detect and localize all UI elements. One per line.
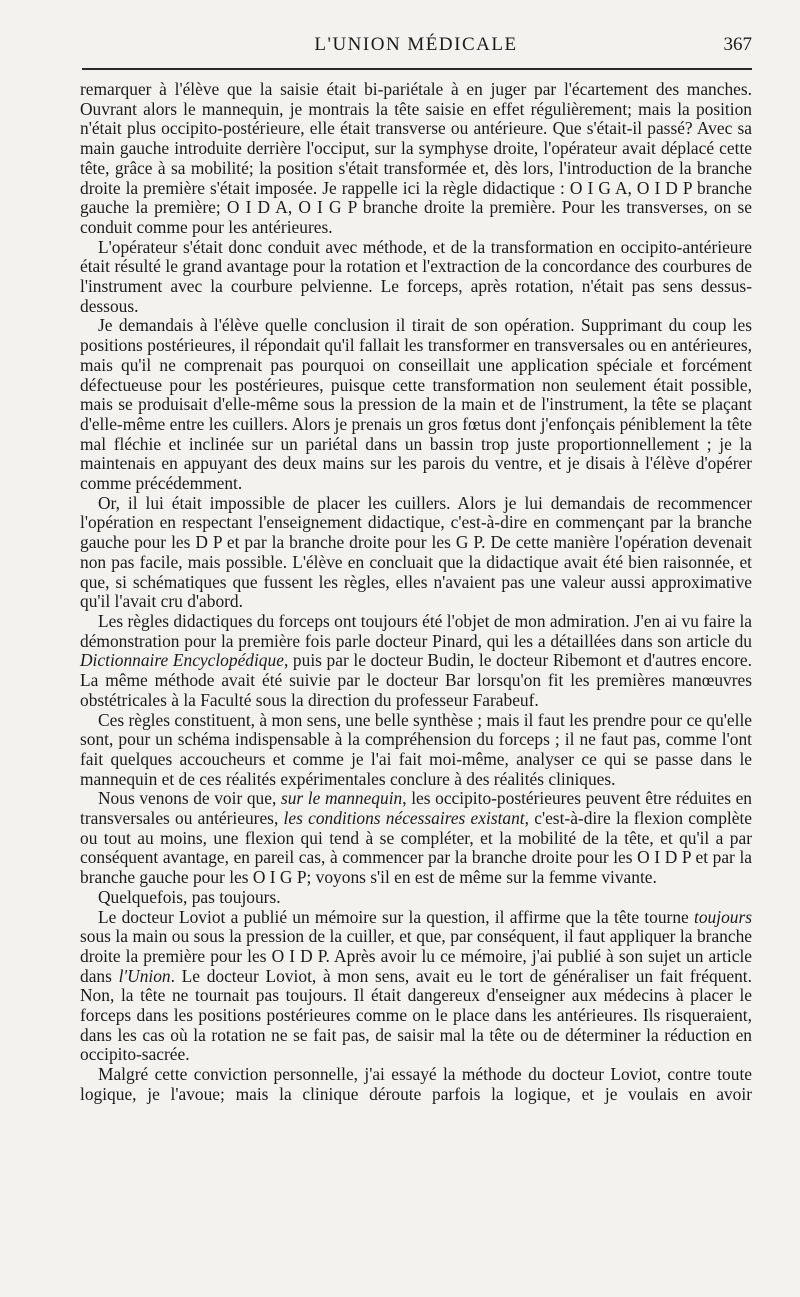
paragraph: Ces règles constituent, à mon sens, une belle synthèse ; mais il faut les prendre pour ce qu'elle sont, pour un schéma indispensable à la compréhension du forceps ; il ne faut pas, comme l'ont fait quelques accoucheurs et comme je l'ai fait moi-même, analyser ce qui se passe dans le mannequin et de ces réalités expérimentales conclure à des réalités cliniques. — [80, 709, 752, 789]
italic-text: l'Union — [118, 965, 171, 986]
running-header — [80, 34, 752, 60]
paragraph: Je demandais à l'élève quelle conclusion il tirait de son opération. Supprimant du coup les positions postérieures, il répondait qu'il fallait les transformer en transversales ou en antérieures, mais qu'il ne comprenait pas pourquoi on conseillait une application spéciale et forcément défectueuse pour les postérieures, puisque cette transformation non seulement était possible, mais se produisait d'elle-même sous la pression de la main et de l'instrument, la tête se plaçant d'elle-même entre les cuillers. Alors je prenais un gros fœtus dont j'enfonçais péniblement la tête mal fléchie et inclinée sur un pariétal dans un bassin trop juste proportionnellement ; je la maintenais en appuyant des deux mains sur les parois du ventre, et je disais à l'élève d'opérer comme précédemment. — [80, 315, 752, 494]
paragraph: Nous venons de voir que, sur le mannequin, les occipito-postérieures peuvent être réduites en transversales ou antérieures, les conditions nécessaires existant, c'est-à-dire la flexion complète ou tout au moins, une flexion qui tend à se compléter, et la mobilité de la tête, et qu'il a par conséquent avantage, en pareil cas, à commencer par la branche droite pour les O I D P et par la branche gauche pour les O I G P; voyons s'il en est de même sur la femme vivante. — [80, 788, 753, 888]
paragraph: Quelquefois, pas toujours. — [98, 886, 281, 907]
paragraph: L'opérateur s'était donc conduit avec méthode, et de la transformation en occipito-antérieure était résulté le grand avantage pour la rotation et l'extraction de la concordance des courbures de l'instrument avec la courbure pelvienne. Le forceps, après rotation, n'était pas sens dessus-dessous. — [80, 236, 752, 316]
italic-text: sur le mannequin — [280, 788, 403, 809]
paragraph: Or, il lui était impossible de placer les cuillers. Alors je lui demandais de recommencer l'opération en respectant l'enseignement didactique, c'est-à-dire en commençant par la branche gauche pour les D P et par la branche droite pour les G P. De cette manière l'opération devenait non pas facile, mais possible. L'élève en concluait que la didactique avait été bien raisonnée, et que, si schématiques que fussent les règles, elles n'avaient pas une valeur aussi approximative qu'il l'avait cru d'abord. — [80, 492, 752, 612]
paragraph: Les règles didactiques du forceps ont toujours été l'objet de mon admiration. J'en ai vu faire la démonstration pour la première fois parle docteur Pinard, qui les a détaillées dans son article du Dictionnaire Encyclopédique, puis par le docteur Budin, le docteur Ribemont et d'autres encore. La même méthode avait été suivie par le docteur Bar lorsqu'on fit les premières manœuvres obstétricales à la Faculté sous la direction du professeur Farabeuf. — [80, 610, 752, 710]
italic-text: les conditions nécessaires existant — [283, 808, 525, 829]
paragraph: Le docteur Loviot a publié un mémoire sur la question, il affirme que la tête tourne toujours sous la main ou sous la pression de la cuiller, et que, par conséquent, il faut appliquer la branche droite la première pour les O I D P. Après avoir lu ce mémoire, j'ai publié à son sujet un article dans l'Union. Le docteur Loviot, à mon sens, avait eu le tort de généraliser un fait fréquent. Non, la tête ne tournait pas toujours. Il était dangereux d'enseigner aux médecins à placer le forceps dans les positions postérieures comme on le place dans les antérieures. Ils risqueraient, dans les cas où la rotation ne se fait pas, de saisir mal la tête ou de déterminer la réduction en occipito-sacrée. — [80, 906, 752, 1065]
italic-text: toujours — [694, 906, 752, 927]
page-number: 367 — [723, 34, 752, 55]
running-title: L'UNION MÉDICALE — [314, 34, 518, 55]
italic-text: Dictionnaire Encyclopédique — [80, 650, 284, 671]
header-rule — [82, 68, 752, 70]
paragraph: remarquer à l'élève que la saisie était bi-pariétale à en juger par l'écartement des manches. Ouvrant alors le mannequin, je montrais la tête saisie en effet régulièrement; mais la position n'était plus occipito-postérieure, elle était transverse ou antérieure. Que s'était-il passé? Avec sa main gauche introduite derrière l'occiput, sur la symphyse droite, l'opérateur avait déplacé cette tête, grâce à sa mobilité; la position s'était transformée et, dès lors, l'introduction de la branche droite la première s'était imposée. Je rappelle ici la règle didactique : O I G A, O I D P branche gauche la première; O I D A, O I G P branche droite la première. Pour les transverses, on se conduit comme pour les antérieures. — [80, 79, 752, 237]
body-text — [80, 80, 752, 1105]
paragraph: Malgré cette conviction personnelle, j'ai essayé la méthode du docteur Loviot, contre toute logique, je l'avoue; mais la clinique déroute parfois la logique, et je voulais en avoir — [80, 1064, 752, 1104]
